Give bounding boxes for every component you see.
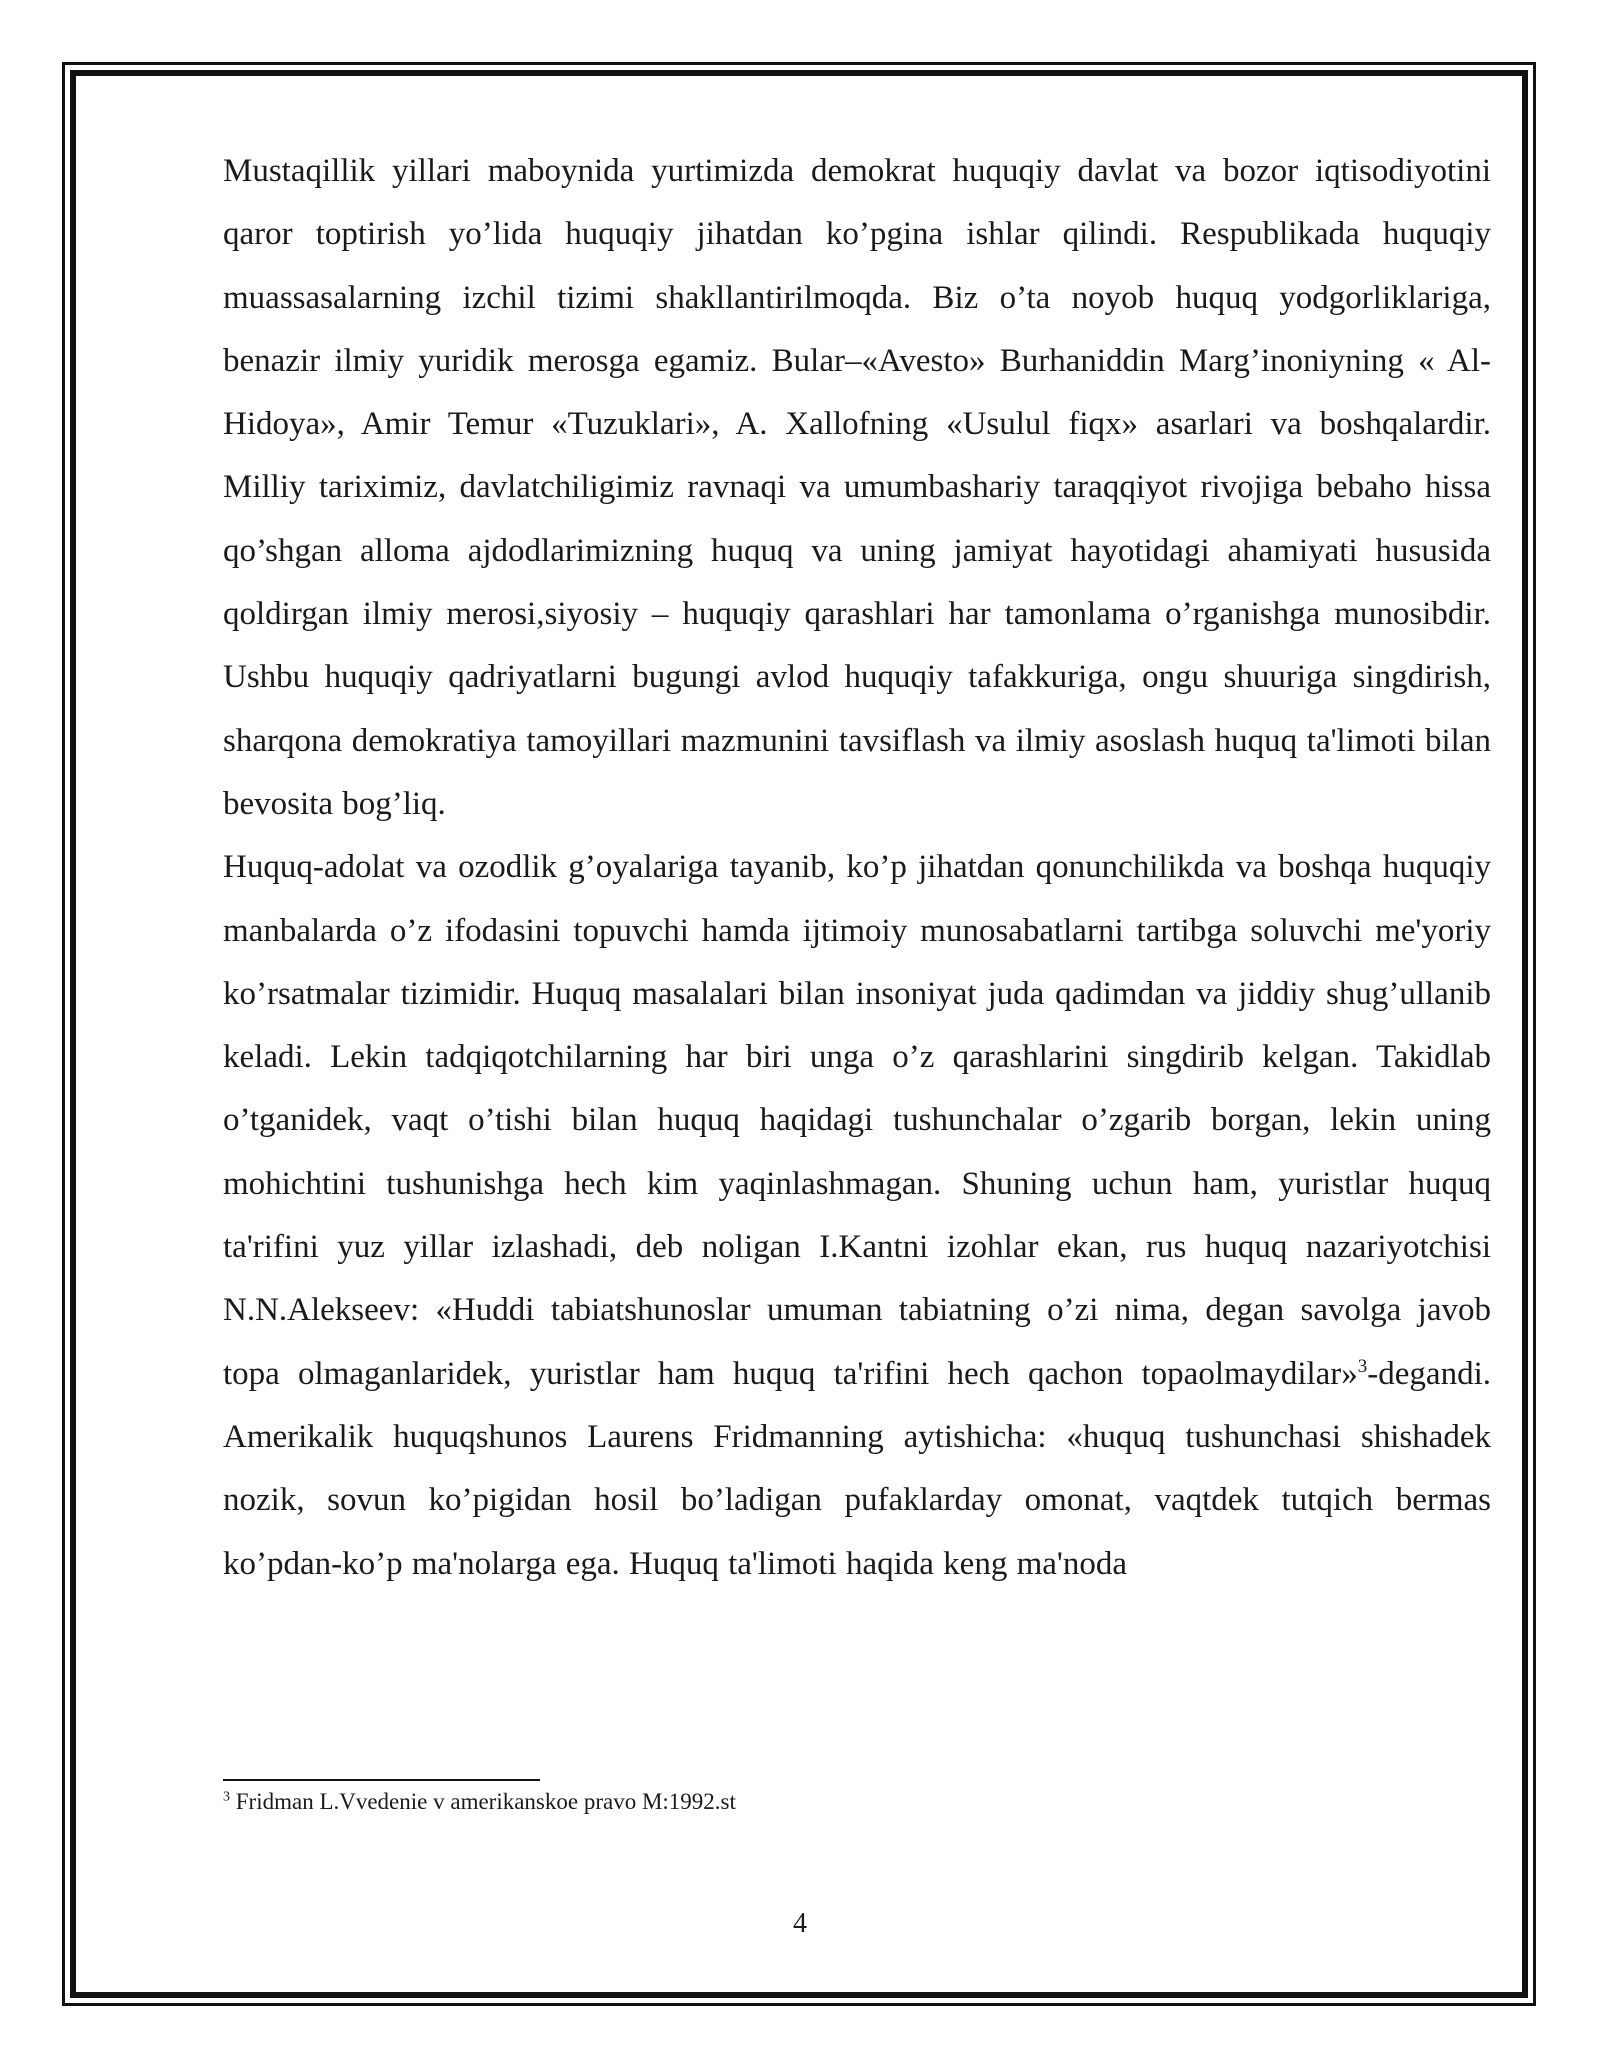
page-number: 4 [793, 1908, 807, 1939]
paragraph-2-text-b: -degandi. Amerikalik huquqshunos Laurens Fridmanning aytishicha: «huquq tushunchasi shishadek nozik, sovun ko’pigidan hosil bo’ladigan pufaklarday omonat, vaqtdek tutqich bermas ko’pdan-ko’p ma'nolarga ega. Huquq ta'limoti haqida keng ma'noda [223, 1355, 1491, 1582]
body-text [223, 140, 1491, 1596]
footnote-separator [223, 1779, 540, 1781]
footnote-text: Fridman L.Vvedenie v amerikanskoe pravo M:1992.st [230, 1789, 736, 1814]
paragraph-1: Mustaqillik yillari maboynida yurtimizda demokrat huquqiy davlat va bozor iqtisodiyotini qaror toptirish yo’lida huquqiy jihatdan ko’pgina ishlar qilindi. Respublikada huquqiy muassasalarning izchil tizimi shakllantirilmoqda. Biz o’ta noyob huquq yodgorliklariga, benazir ilmiy yuridik merosga egamiz. Bular–«Avesto» Burhaniddin Marg’inoniyning « Al- Hidoya», Amir Temur «Tuzuklari», A. Xallofning «Usulul fiqx» asarlari va boshqalardir. Milliy tariximiz, davlatchiligimiz ravnaqi va umumbashariy taraqqiyot rivojiga bebaho hissa qo’shgan alloma ajdodlarimizning huquq va uning jamiyat hayotidagi ahamiyati hususida qoldirgan ilmiy merosi,siyosiy – huquqiy qarashlari har tamonlama o’rganishga munosibdir. Ushbu huquqiy qadriyatlarni bugungi avlod huquqiy tafakkuriga, ongu shuuriga singdirish, sharqona demokratiya tamoyillari mazmunini tavsiflash va ilmiy asoslash huquq ta'limoti bilan bevosita bog’liq. [223, 153, 1491, 822]
footnote-reference[interactable]: 3 [1357, 1355, 1368, 1377]
paragraph-2 [223, 836, 1491, 1596]
paragraph-2-text-a: Huquq-adolat va ozodlik g’oyalariga tayanib, ko’p jihatdan qonunchilikda va boshqa huquqiy manbalarda o’z ifodasini topuvchi hamda ijtimoiy munosabatlarni tartibga soluvchi me'yoriy ko’rsatmalar tizimidir. Huquq masalalari bilan insoniyat juda qadimdan va jiddiy shug’ullanib keladi. Lekin tadqiqotchilarning har biri unga o’z qarashlarini singdirib kelgan. Takidlab o’tganidek, vaqt o’tishi bilan huquq haqidagi tushunchalar o’zgarib borgan, lekin uning mohichtini tushunishga hech kim yaqinlashmagan. Shuning uchun ham, yuristlar huquq ta'rifini yuz yillar izlashadi, deb noligan I.Kantni izohlar ekan, rus huquq nazariyotchisi N.N.Alekseev: «Huddi tabiatshunoslar umuman tabiatning o’zi nima, degan savolga javob topa olmaganlaridek, yuristlar ham huquq ta'rifini hech qachon topaolmaydilar» [223, 849, 1491, 1392]
footnote-number: 3 [223, 1789, 230, 1805]
footnote [223, 1784, 1491, 1820]
